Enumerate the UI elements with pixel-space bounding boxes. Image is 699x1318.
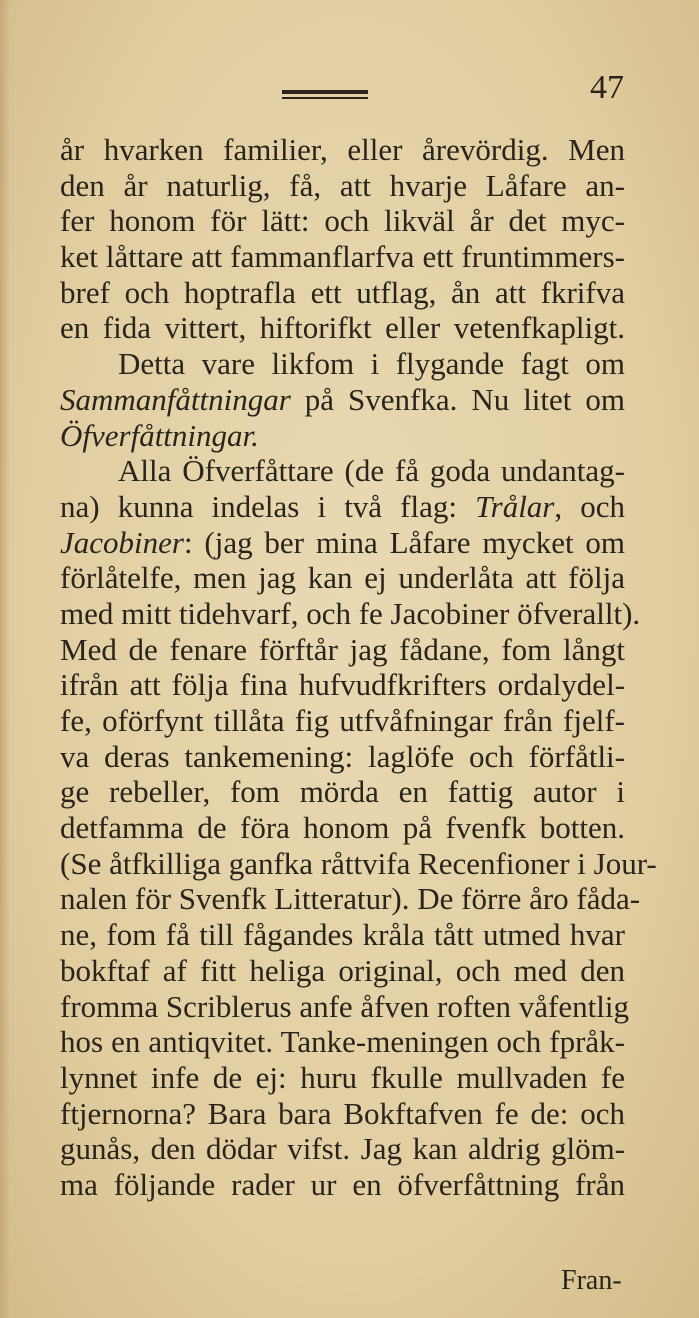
italic-span: Trålar (475, 488, 555, 524)
text-line: en fida vittert, hiftorifkt eller vetenfkapligt. (60, 310, 625, 346)
text-line: detfamma de föra honom på fvenfk botten. (60, 810, 625, 846)
text-line: ge rebeller, fom mörda en fattig autor i (60, 774, 625, 810)
text-line: fe, oförfynt tillåta fig utfvåfningar från fjelf- (60, 703, 625, 738)
text-line: (Se åtfkilliga ganfka råttvifa Recenfioner i Jour- (60, 845, 657, 881)
text-line: Detta vare likfom i flygande fagt om (118, 346, 625, 382)
text-line: gunås, den dödar vifst. Jag kan aldrig glöm- (60, 1131, 625, 1167)
italic-span: Öfverfåttningar. (60, 417, 259, 453)
text-line: med mitt tidehvarf, och fe Jacobiner öfverallt). (60, 595, 641, 631)
text-span: : (jag ber mina Låfare mycket om (183, 524, 625, 560)
text-span: , och (554, 488, 625, 524)
text-span: på Svenfka. Nu litet om (290, 381, 625, 417)
text-line (60, 382, 625, 418)
text-line: ne, fom få till fågandes kråla tått utmed hvar (60, 917, 625, 953)
text-line: ftjernorna? Bara bara Bokftafven fe de: och (60, 1095, 625, 1131)
text-line: hos en antiqvitet. Tanke-meningen och fpråk- (60, 1024, 625, 1060)
text-line (60, 418, 625, 454)
text-line: bokftaf af fitt heliga original, och med den (60, 952, 625, 988)
page-edge-shadow (0, 0, 10, 1318)
text-line: fromma Scriblerus anfe åfven roften våfentlig (60, 988, 629, 1024)
text-line: va deras tankemening: laglöfe och förfåtli- (60, 738, 625, 774)
body-text (60, 132, 657, 1203)
text-line: ma följande rader ur en öfverfåttning från (60, 1166, 625, 1202)
italic-span: Sammanfåttningar (60, 381, 291, 417)
text-line: fer honom för lätt: och likväl år det myc- (60, 203, 625, 239)
text-line: förlåtelfe, men jag kan ej underlåta att följa (60, 560, 625, 596)
text-line: ket låttare att fammanflarfva ett fruntimmers- (60, 239, 625, 275)
text-span: na) kunna indelas i två flag: (60, 488, 476, 524)
text-line (60, 525, 625, 561)
text-line: ifrån att följa fina hufvudfkrifters ordalydel- (60, 667, 625, 703)
text-line: år hvarken familier, eller årevördig. Men (60, 132, 625, 167)
catchword: Fran- (561, 1265, 622, 1296)
page-number: 47 (590, 69, 624, 106)
text-line: Alla Öfverfåttare (de få goda undantag- (118, 453, 625, 489)
text-line: Med de fenare förftår jag fådane, fom långt (60, 631, 625, 667)
text-line: nalen för Svenfk Litteratur). De förre åro fåda- (60, 881, 641, 917)
text-line: den år naturlig, få, att hvarje Låfare an- (60, 167, 625, 203)
text-line (60, 489, 625, 525)
text-line: lynnet infe de ej: huru fkulle mullvaden fe (60, 1059, 625, 1095)
text-line: bref och hoptrafla ett utflag, ån att fkrifva (60, 274, 625, 310)
header-rule (282, 90, 368, 99)
italic-span: Jacobiner (60, 524, 184, 560)
